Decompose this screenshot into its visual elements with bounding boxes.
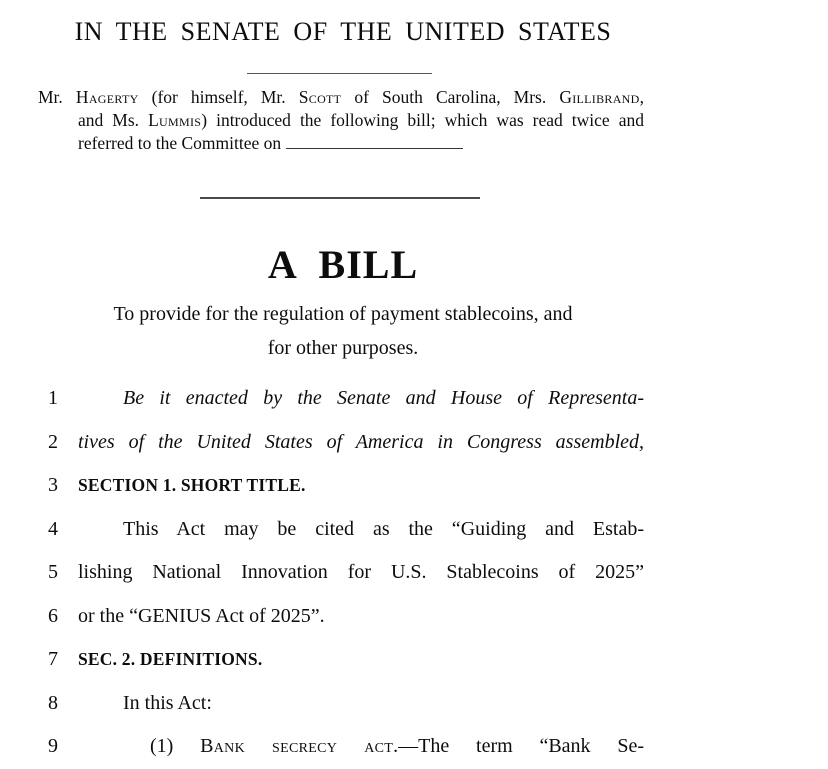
chamber-heading: IN THE SENATE OF THE UNITED STATES <box>74 17 612 46</box>
text-segment: (1) <box>150 735 201 758</box>
text-segment: referred to the Committee on <box>78 133 286 153</box>
text-segment: , <box>639 87 644 107</box>
sponsor-paragraph <box>38 86 644 155</box>
line-number: 9 <box>48 735 58 758</box>
sponsor-name-gillibrand: Gillibrand <box>559 87 640 107</box>
bill-line-7 <box>48 638 644 682</box>
defined-term-smallcaps: Bank secrecy act <box>200 735 394 758</box>
line-number: 2 <box>48 430 58 453</box>
line-text-enacting-clause: Be it enacted by the Senate and House of Representa- <box>123 387 644 409</box>
text-segment: .—The term “Bank Se- <box>393 735 644 758</box>
text-segment: ) introduced the following bill; which was read twice and <box>201 110 644 130</box>
text-segment: of South Carolina, Mrs. <box>341 87 560 107</box>
line-text-section-heading: SEC. 2. DEFINITIONS. <box>78 649 263 670</box>
sponsor-name-lummis: Lummis <box>148 110 202 130</box>
divider-rule-main <box>200 197 480 199</box>
long-title-line-2: for other purposes. <box>267 337 419 359</box>
line-number: 6 <box>48 604 58 627</box>
line-number: 1 <box>48 387 58 409</box>
bill-body-lines <box>48 377 644 769</box>
bill-line-9 <box>48 725 644 769</box>
bill-line-8 <box>48 682 644 726</box>
line-number: 7 <box>48 648 58 671</box>
bill-line-5 <box>48 551 644 595</box>
sponsor-name-scott: Scott <box>298 87 342 107</box>
bill-long-title <box>38 297 648 365</box>
line-text: This Act may be cited as the “Guiding and Estab- <box>123 517 644 540</box>
divider-rule-top <box>247 73 432 74</box>
line-number: 3 <box>48 474 58 497</box>
text-segment: and Ms. <box>78 110 149 130</box>
bill-line-6 <box>48 595 644 639</box>
long-title-line-1: To provide for the regulation of payment stablecoins, and <box>113 303 573 325</box>
sponsor-line-3 <box>38 132 644 155</box>
text-segment: Mr. <box>38 87 76 107</box>
line-text: In this Act: <box>123 691 212 714</box>
committee-blank-line <box>286 132 463 149</box>
bill-line-2 <box>48 421 644 465</box>
line-text-section-heading: SECTION 1. SHORT TITLE. <box>78 475 306 496</box>
line-number: 4 <box>48 517 58 540</box>
line-text: or the “GENIUS Act of 2025”. <box>78 604 325 627</box>
bill-line-4 <box>48 508 644 552</box>
sponsor-line-2 <box>38 109 644 132</box>
bill-title: A BILL <box>267 242 419 287</box>
text-segment: (for himself, Mr. <box>138 87 299 107</box>
sponsor-name-hagerty: Hagerty <box>75 87 139 107</box>
line-number: 8 <box>48 691 58 714</box>
line-text-enacting-clause: tives of the United States of America in Congress assembled, <box>78 430 644 453</box>
bill-line-3 <box>48 464 644 508</box>
line-text-definition <box>78 725 644 769</box>
sponsor-line-1 <box>38 86 644 109</box>
bill-line-1 <box>48 377 644 421</box>
line-text: lishing National Innovation for U.S. Stablecoins of 2025” <box>78 561 644 584</box>
line-number: 5 <box>48 561 58 584</box>
